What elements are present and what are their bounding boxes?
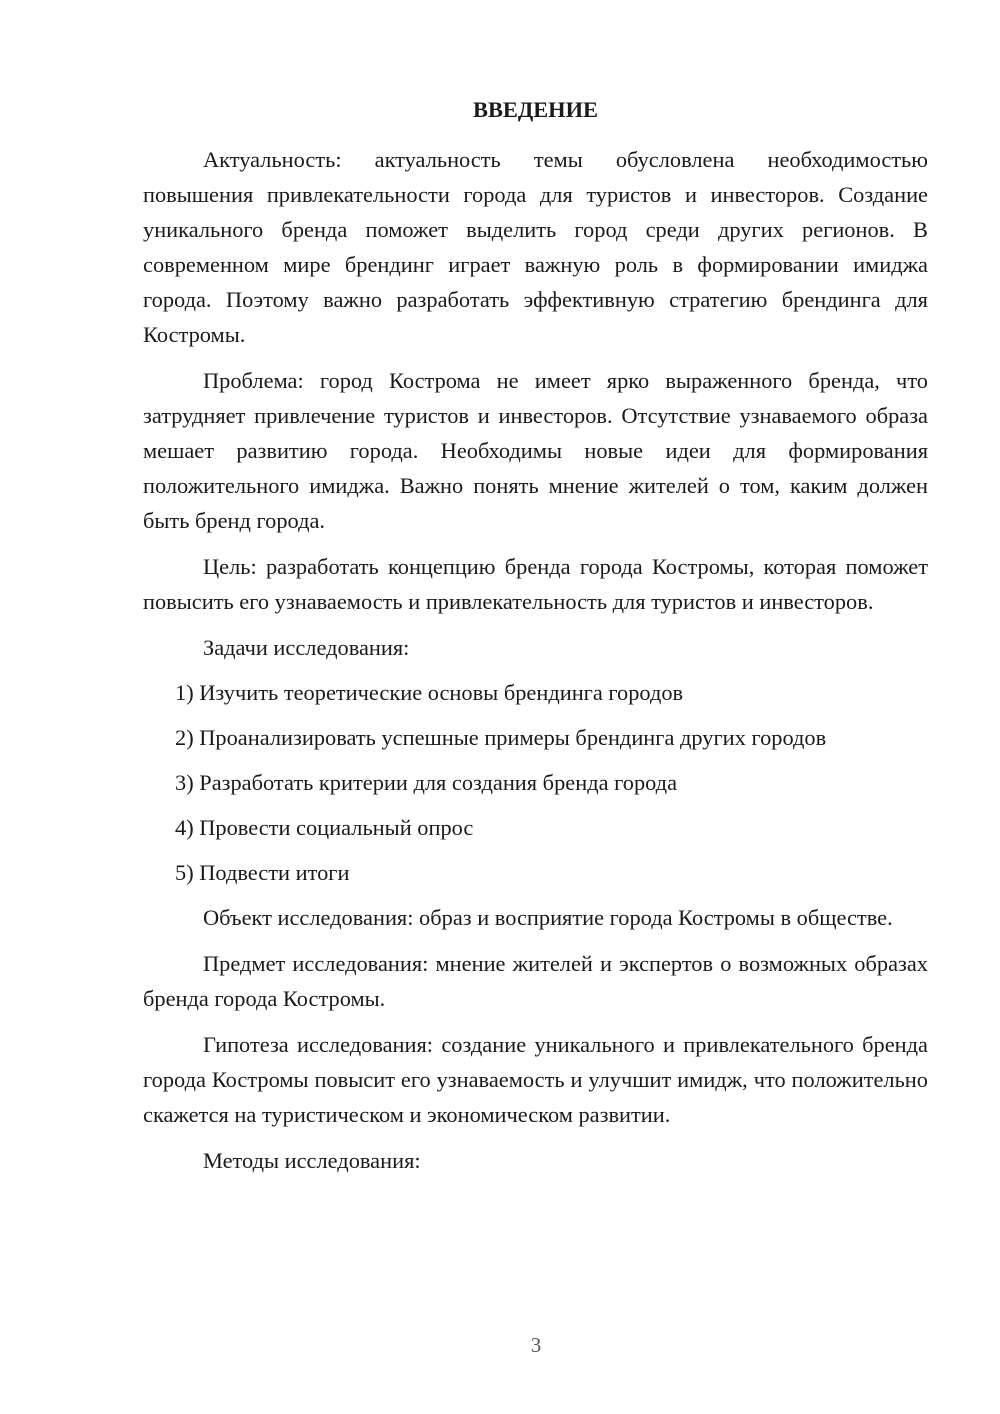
page-number: 3 [530, 1333, 542, 1357]
tasks-list [143, 675, 928, 890]
problem-paragraph: Проблема: город Кострома не имеет ярко выраженного бренда, что затрудняет привлечение туристов и инвесторов. Отсутствие узнаваемого образа мешает развитию города. Необходимы новые идеи для формирования положительного имиджа. Важно понять мнение жителей о том, каким должен быть бренд города. [143, 368, 928, 533]
task-item: 1) Изучить теоретические основы брендинга городов [175, 680, 684, 705]
document-heading: ВВЕДЕНИЕ [473, 97, 598, 122]
task-item: 4) Провести социальный опрос [175, 815, 474, 840]
task-item: 5) Подвести итоги [175, 860, 350, 885]
methods-label: Методы исследования: [203, 1148, 421, 1173]
hypothesis-paragraph: Гипотеза исследования: создание уникального и привлекательного бренда города Костромы повысит его узнаваемость и улучшит имидж, что положительно скажется на туристическом и экономическом развитии. [143, 1032, 928, 1127]
subject-paragraph: Предмет исследования: мнение жителей и экспертов о возможных образах бренда города Костромы. [143, 951, 928, 1011]
document-page [143, 92, 928, 1189]
goal-paragraph: Цель: разработать концепцию бренда города Костромы, которая поможет повысить его узнаваемость и привлекательность для туристов и инвесторов. [143, 554, 928, 614]
task-item: 3) Разработать критерии для создания бренда города [175, 770, 678, 795]
tasks-label: Задачи исследования: [203, 635, 410, 660]
relevance-paragraph: Актуальность: актуальность темы обусловлена необходимостью повышения привлекательности города для туристов и инвесторов. Создание уникального бренда поможет выделить город среди других регионов. В современном мире брендинг играет важную роль в формировании имиджа города. Поэтому важно разработать эффективную стратегию брендинга для Костромы. [143, 147, 928, 347]
task-item: 2) Проанализировать успешные примеры брендинга других городов [175, 725, 827, 750]
object-paragraph: Объект исследования: образ и восприятие города Костромы в обществе. [203, 905, 893, 930]
